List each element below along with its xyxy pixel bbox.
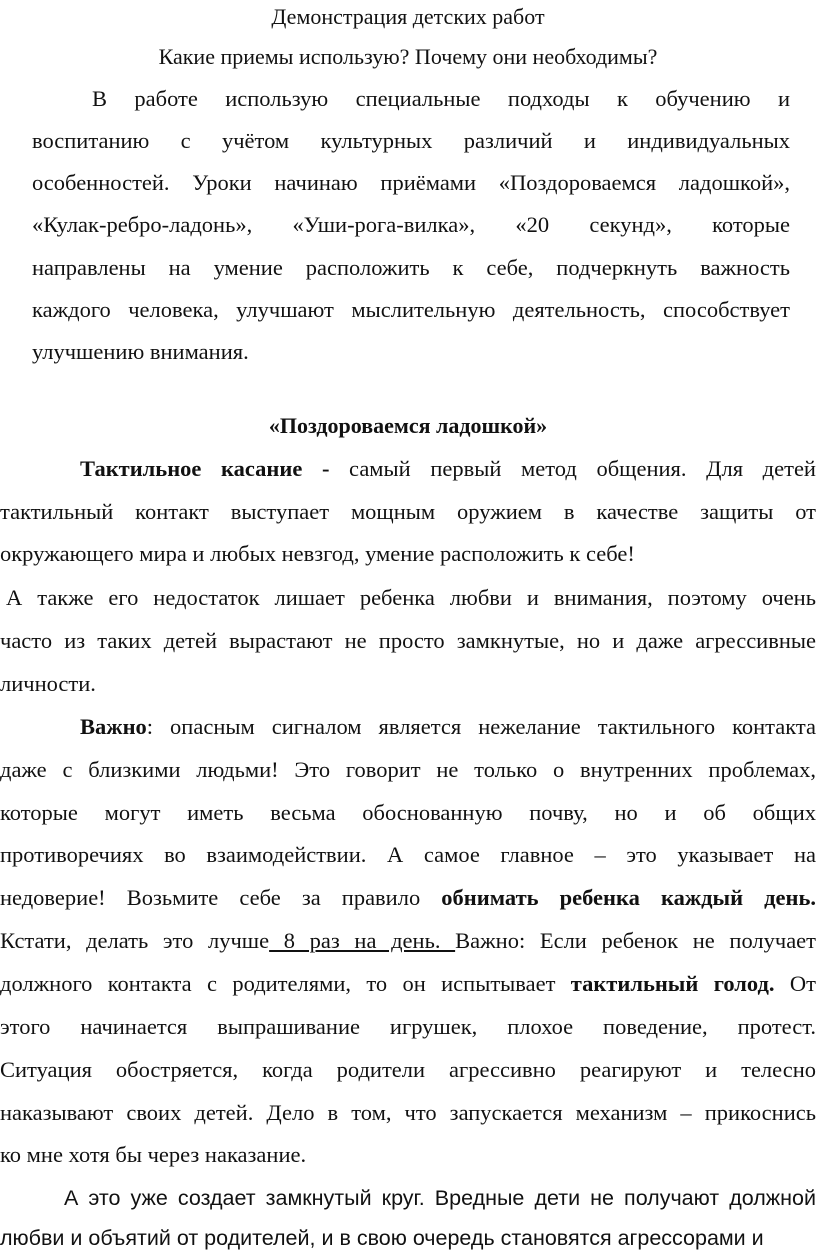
bold-term: Важно: [80, 714, 147, 739]
paragraph-line: А также его недостаток лишает ребенка любви и внимания, поэтому очень: [6, 585, 816, 610]
paragraph-line: Кстати, делать это лучше 8 раз на день. Важно: Если ребенок не получает: [0, 928, 816, 953]
intro-line: особенностей. Уроки начинаю приёмами «Поздороваемся ладошкой»,: [32, 170, 790, 195]
intro-line: направлены на умение расположить к себе, подчеркнуть важность: [32, 255, 790, 280]
paragraph-line: Важно: опасным сигналом является нежелание тактильного контакта: [80, 714, 816, 739]
paragraph-line: недоверие! Возьмите себе за правило обнимать ребенка каждый день.: [0, 885, 816, 910]
paragraph-line: часто из таких детей вырастают не просто замкнутые, но и даже агрессивные: [0, 628, 816, 653]
paragraph-line: даже с близкими людьми! Это говорит не только о внутренних проблемах,: [0, 757, 816, 782]
document-title: Демонстрация детских работ: [271, 4, 545, 29]
paragraph-line: личности.: [0, 671, 96, 696]
intro-line: каждого человека, улучшают мыслительную деятельность, способствует: [32, 297, 790, 322]
paragraph-line: любви и объятий от родителей, и в свою очередь становятся агрессорами и: [0, 1226, 764, 1250]
intro-line: воспитанию с учётом культурных различий и индивидуальных: [32, 128, 790, 153]
paragraph-line: окружающего мира и любых невзгод, умение расположить к себе!: [0, 541, 635, 566]
paragraph-line: должного контакта с родителями, то он испытывает тактильный голод. От: [0, 971, 816, 996]
bold-phrase: обнимать ребенка каждый день.: [441, 885, 816, 910]
paragraph-line: тактильный контакт выступает мощным оружием в качестве защиты от: [0, 499, 816, 524]
document-question: Какие приемы использую? Почему они необходимы?: [158, 44, 658, 69]
bold-phrase: тактильный голод.: [570, 971, 775, 996]
intro-line: «Кулак-ребро-ладонь», «Уши-рога-вилка», «20 секунд», которые: [32, 212, 790, 237]
paragraph-line: Тактильное касание - самый первый метод общения. Для детей: [80, 456, 816, 481]
intro-line: В работе использую специальные подходы к обучению и: [92, 86, 790, 111]
paragraph-line: этого начинается выпрашивание игрушек, плохое поведение, протест.: [0, 1014, 816, 1039]
section-heading: «Поздороваемся ладошкой»: [268, 413, 548, 438]
paragraph-line: которые могут иметь весьма обоснованную почву, но и об общих: [0, 800, 816, 825]
underlined-phrase: 8 раз на день.: [269, 928, 456, 953]
bold-term: Тактильное касание -: [80, 456, 330, 481]
paragraph-line: противоречиях во взаимодействии. А самое главное – это указывает на: [0, 842, 816, 867]
paragraph-line: ко мне хотя бы через наказание.: [0, 1142, 307, 1167]
paragraph-line: Ситуация обостряется, когда родители агрессивно реагируют и телесно: [0, 1057, 816, 1082]
paragraph-line: А это уже создает замкнутый круг. Вредные дети не получают должной: [64, 1186, 816, 1210]
paragraph-line: наказывают своих детей. Дело в том, что запускается механизм – прикоснись: [0, 1100, 816, 1125]
intro-line: улучшению внимания.: [32, 339, 249, 364]
